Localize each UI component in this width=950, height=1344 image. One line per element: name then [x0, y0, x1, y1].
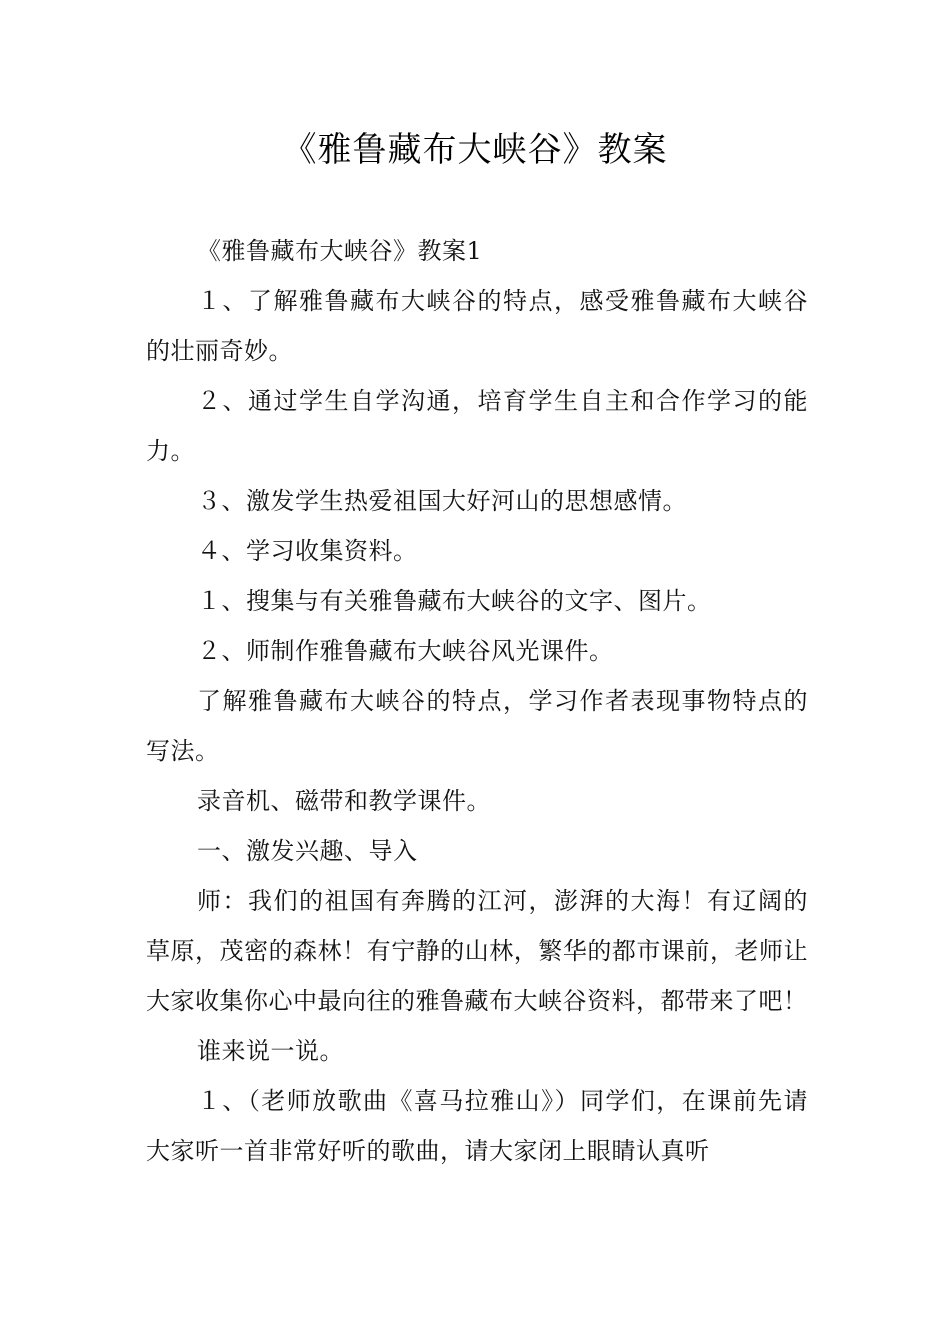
paragraph: 录音机、磁带和教学课件。	[197, 787, 491, 815]
paragraph: ２、师制作雅鲁藏布大峡谷风光课件。	[197, 637, 614, 665]
paragraph: 《雅鲁藏布大峡谷》教案1	[197, 237, 483, 265]
paragraph: 一、激发兴趣、导入	[197, 837, 418, 865]
paragraph: ４、学习收集资料。	[197, 537, 418, 565]
paragraph: 了解雅鲁藏布大峡谷的特点，学习作者表现事物特点的写法。	[146, 687, 808, 765]
paragraph: ３、激发学生热爱祖国大好河山的思想感情。	[197, 487, 687, 515]
paragraph: 谁来说一说。	[197, 1037, 344, 1065]
document-title: 《雅鲁藏布大峡谷》教案	[282, 130, 668, 170]
document-body	[146, 226, 808, 1176]
paragraph: ２、通过学生自学沟通，培育学生自主和合作学习的能力。	[146, 387, 808, 465]
paragraph: １、（老师放歌曲《喜马拉雅山》）同学们，在课前先请大家听一首非常好听的歌曲，请大家闭上眼睛认真听	[146, 1087, 808, 1165]
paragraph: １、搜集与有关雅鲁藏布大峡谷的文字、图片。	[197, 587, 712, 615]
paragraph: １、了解雅鲁藏布大峡谷的特点，感受雅鲁藏布大峡谷的壮丽奇妙。	[146, 287, 808, 365]
paragraph: 师：我们的祖国有奔腾的江河，澎湃的大海！有辽阔的草原，茂密的森林！有宁静的山林，繁华的都市课前，老师让大家收集你心中最向往的雅鲁藏布大峡谷资料，都带来了吧！	[146, 887, 808, 1015]
